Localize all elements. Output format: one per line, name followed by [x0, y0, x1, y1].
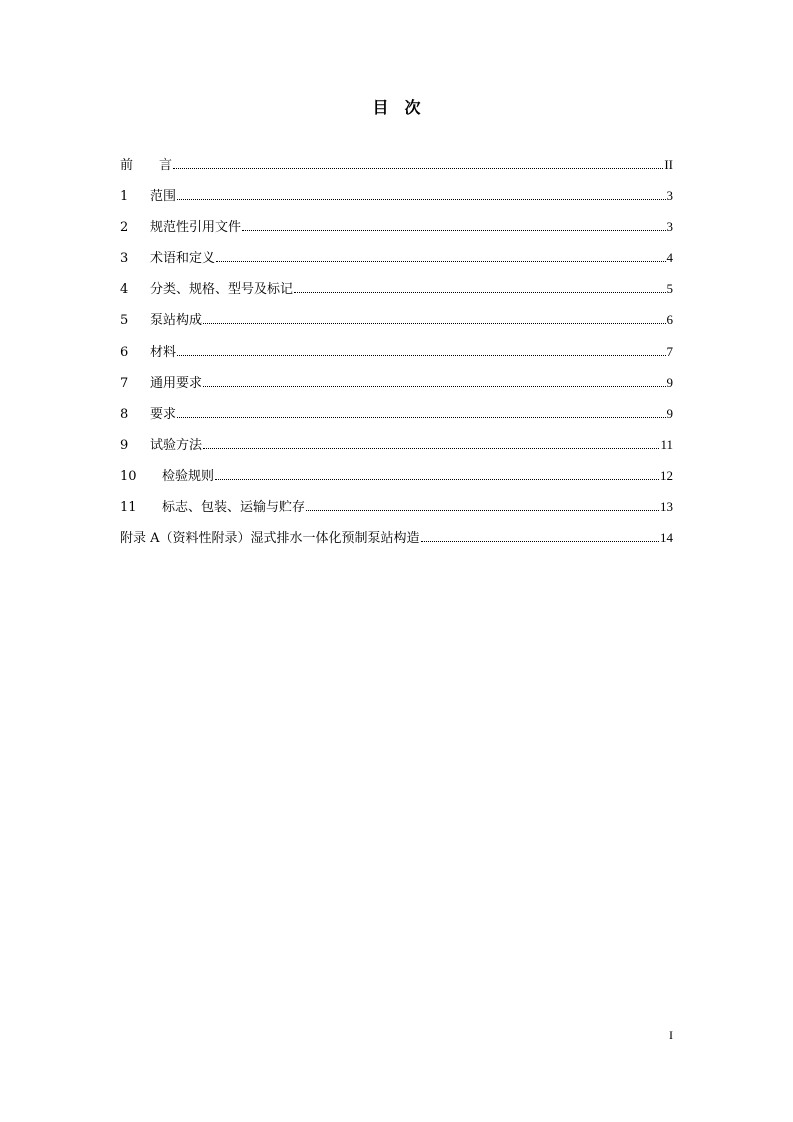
- toc-leader: [203, 385, 665, 387]
- toc-entry-number: 7: [120, 375, 129, 391]
- toc-entry-page: 13: [660, 499, 673, 515]
- toc-entry-label: 标志、包装、运输与贮存: [162, 500, 306, 516]
- toc-entry-page: 12: [660, 467, 673, 483]
- toc-entry-number: 6: [120, 344, 129, 360]
- toc-entry[interactable]: [120, 249, 673, 280]
- toc-entry[interactable]: [120, 467, 673, 498]
- toc-entry-label: 范围: [150, 189, 177, 205]
- toc-leader: [203, 322, 665, 324]
- toc-entry-page: 3: [666, 188, 673, 204]
- toc-leader: [203, 447, 659, 449]
- toc-entry[interactable]: [120, 436, 673, 467]
- toc-entry[interactable]: [120, 405, 673, 436]
- toc-leader: [306, 509, 659, 511]
- toc-entry[interactable]: [120, 187, 673, 218]
- toc-leader: [294, 291, 665, 293]
- toc-entry-label: 术语和定义: [150, 251, 216, 267]
- toc-entry-label: 要求: [150, 406, 177, 422]
- toc-leader: [242, 229, 665, 231]
- toc-entry-page: 6: [666, 312, 673, 328]
- toc-entry-label: 通用要求: [150, 375, 203, 391]
- toc-entry[interactable]: [120, 280, 673, 311]
- toc-leader: [177, 354, 665, 356]
- toc-entry-page: 14: [660, 530, 673, 546]
- toc-leader: [177, 198, 665, 200]
- toc-leader: [216, 260, 665, 262]
- toc-entry-page: 11: [660, 436, 673, 452]
- toc-entry[interactable]: [120, 311, 673, 342]
- toc-entry-label: 检验规则: [162, 468, 215, 484]
- toc-entry-number: 1: [120, 189, 129, 205]
- toc-entry-number: 5: [120, 313, 129, 329]
- toc-entry-label: 附录 A（资料性附录）湿式排水一体化预制泵站构造: [120, 531, 420, 547]
- toc-entry-number: 2: [120, 220, 129, 236]
- toc-entry-label: 泵站构成: [150, 313, 203, 329]
- toc-list: [120, 156, 673, 560]
- toc-entry-label: 试验方法: [150, 437, 203, 453]
- toc-entry-page: II: [664, 157, 673, 172]
- toc-title: 目 次: [372, 98, 421, 117]
- toc-entry-label: 前 言: [120, 158, 173, 173]
- toc-entry-page: 3: [666, 219, 673, 235]
- toc-entry-page: 4: [666, 250, 673, 266]
- toc-entry-number: 3: [120, 251, 129, 267]
- toc-entry-number: 10: [120, 468, 137, 484]
- toc-entry-number: 4: [120, 282, 129, 298]
- toc-entry[interactable]: [120, 498, 673, 529]
- toc-entry-page: 5: [666, 281, 673, 297]
- toc-entry[interactable]: [120, 343, 673, 374]
- toc-entry-label: 规范性引用文件: [150, 220, 242, 236]
- toc-entry-label: 分类、规格、型号及标记: [150, 282, 294, 298]
- toc-entry[interactable]: [120, 218, 673, 249]
- toc-entry-number: 9: [120, 437, 129, 453]
- toc-entry-number: 8: [120, 406, 129, 422]
- toc-entry-page: 9: [666, 374, 673, 390]
- toc-leader: [215, 478, 659, 480]
- toc-entry-page: 9: [666, 405, 673, 421]
- toc-leader: [177, 416, 665, 418]
- page-number: I: [669, 1028, 673, 1042]
- toc-entry[interactable]: [120, 374, 673, 405]
- toc-entry-page: 7: [666, 343, 673, 359]
- toc-entry[interactable]: [120, 156, 673, 187]
- toc-leader: [421, 540, 659, 542]
- toc-entry-number: 11: [120, 500, 137, 516]
- toc-entry-label: 材料: [150, 344, 177, 360]
- toc-entry[interactable]: [120, 529, 673, 560]
- toc-leader: [173, 167, 663, 169]
